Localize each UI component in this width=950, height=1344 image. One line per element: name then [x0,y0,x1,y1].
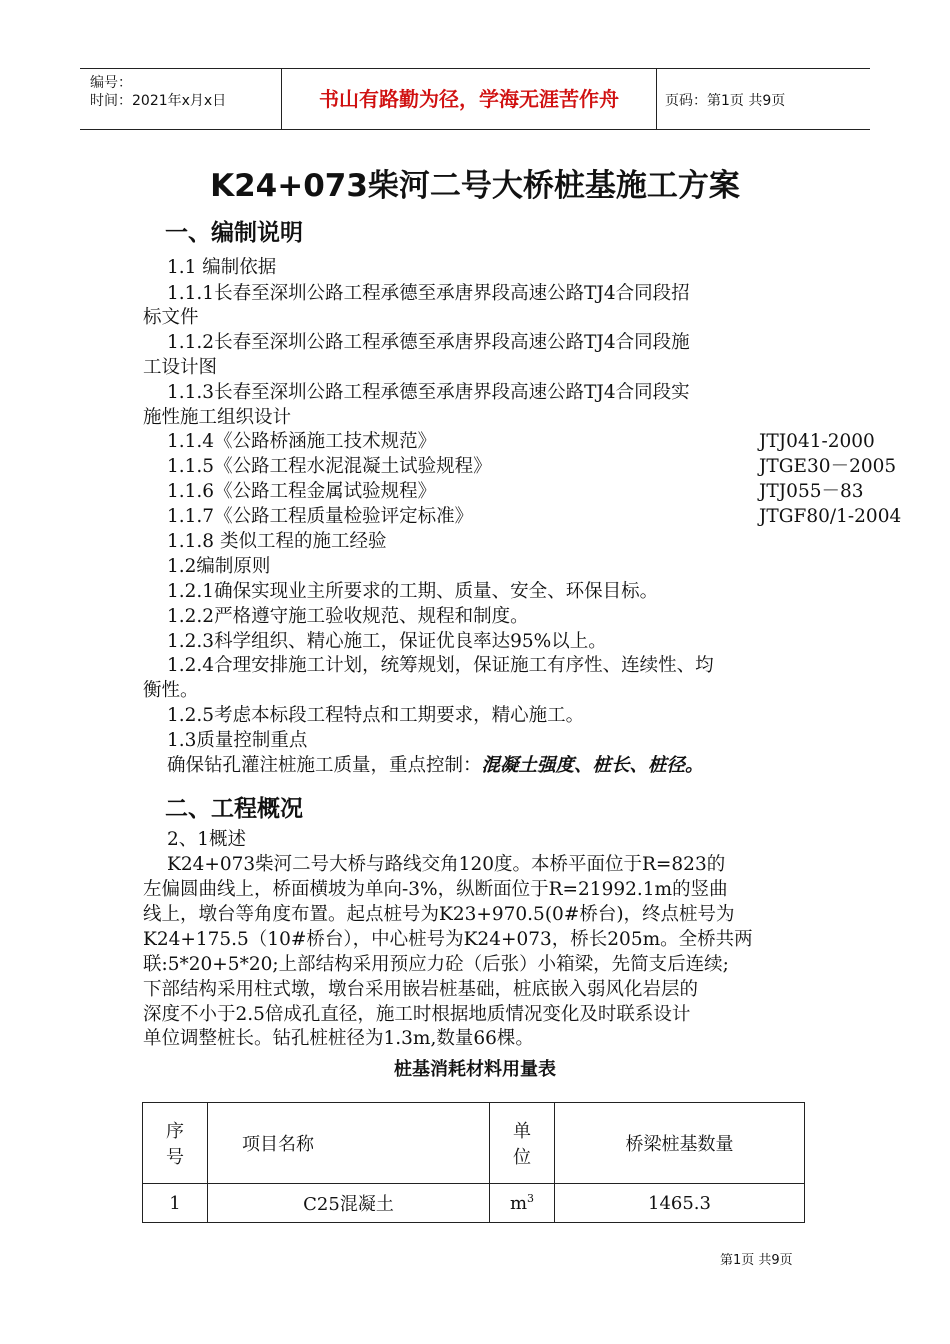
quality-control-emphasis: 混凝土强度、桩长、桩径。 [481,755,704,776]
item-1-2-4: 1.2.4合理安排施工计划，统筹规划，保证施工有序性、连续性、均 [167,655,714,676]
cell-unit-sup: 3 [527,1192,535,1205]
overview-line: 左偏圆曲线上，桥面横坡为单向-3%，纵断面位于R=21992.1m的竖曲 [143,879,728,900]
item-1-1-2: 1.1.2长春至深圳公路工程承德至承唐界段高速公路TJ4合同段施 [167,332,690,353]
table-row [143,1184,805,1223]
reference-code: JTJ055－83 [759,481,864,502]
overview-line: 线上，墩台等角度布置。起点桩号为K23+970.5(0#桥台)，终点桩号为 [143,904,735,925]
header-seq-line-2: 号 [166,1147,184,1168]
header-meta [80,69,280,129]
subsection-2-1: 2、1概述 [167,829,247,850]
item-1-2-2: 1.2.2严格遵守施工验收规范、规程和制度。 [167,606,529,627]
header-unit [490,1103,555,1184]
quality-control-text: 确保钻孔灌注桩施工质量，重点控制： [167,755,482,776]
overview-line: K24+073柴河二号大桥与路线交角120度。本桥平面位于R=823的 [167,854,726,875]
item-1-2-3: 1.2.3科学组织、精心施工，保证优良率达95%以上。 [167,631,607,652]
section-heading-2: 二、工程概况 [165,796,303,822]
reference-code: JTJ041-2000 [759,431,875,452]
header-seq-line-1: 序 [166,1121,184,1142]
header-name: 项目名称 [208,1103,490,1184]
reference-item [167,480,864,504]
cell-unit-base: m [509,1193,528,1214]
reference-item [167,430,875,454]
reference-code: JTGF80/1-2004 [759,506,902,527]
subsection-1-1: 1.1 编制依据 [167,257,277,278]
reference-name: 1.1.6《公路工程金属试验规程》 [167,481,437,502]
item-1-2-5: 1.2.5考虑本标段工程特点和工期要求，精心施工。 [167,705,585,726]
header-motto: 书山有路勤为径，学海无涯苦作舟 [281,69,657,129]
table-header-row [143,1103,805,1184]
reference-name: 1.1.7《公路工程质量检验评定标准》 [167,506,474,527]
item-1-1-3-cont: 施性施工组织设计 [143,407,292,428]
overview-line: 联:5*20+5*20;上部结构采用预应力砼（后张）小箱梁，先简支后连续; [143,954,729,975]
subsection-1-2: 1.2编制原则 [167,556,271,577]
page-header [80,68,870,130]
overview-line: 深度不小于2.5倍成孔直径，施工时根据地质情况变化及时联系设计 [143,1004,691,1025]
material-table [142,1102,805,1223]
reference-name: 1.1.5《公路工程水泥混凝土试验规程》 [167,456,492,477]
item-1-2-1: 1.2.1确保实现业主所要求的工期、质量、安全、环保目标。 [167,581,659,602]
reference-code: JTGE30－2005 [759,456,897,477]
header-unit-line-2: 位 [513,1147,531,1168]
cell-name: C25混凝土 [208,1184,490,1223]
reference-name: 1.1.4《公路桥涵施工技术规范》 [167,431,437,452]
reference-item [167,455,897,479]
header-unit-line-1: 单 [513,1121,531,1142]
item-1-1-1: 1.1.1长春至深圳公路工程承德至承唐界段高速公路TJ4合同段招 [167,283,690,304]
cell-unit [490,1184,555,1223]
cell-seq: 1 [143,1184,208,1223]
serial-label: 编号： [90,75,132,91]
header-page-info: 页码：第1页 共9页 [665,93,786,109]
item-1-1-3: 1.1.3长春至深圳公路工程承德至承唐界段高速公路TJ4合同段实 [167,382,690,403]
section-heading-1: 一、编制说明 [165,220,303,246]
quality-control-line [167,754,704,778]
item-1-1-8: 1.1.8 类似工程的施工经验 [167,531,387,552]
item-1-1-1-cont: 标文件 [143,307,199,328]
cell-qty: 1465.3 [555,1184,805,1223]
header-seq [143,1103,208,1184]
document-title: K24+073柴河二号大桥桩基施工方案 [210,168,740,204]
overview-line: 单位调整桩长。钻孔桩桩径为1.3m,数量66棵。 [143,1028,534,1049]
header-qty: 桥梁桩基数量 [555,1103,805,1184]
reference-item [167,505,902,529]
overview-line: 下部结构采用柱式墩，墩台采用嵌岩桩基础，桩底嵌入弱风化岩层的 [143,979,699,1000]
overview-line: K24+175.5（10#桥台），中心桩号为K24+073，桥长205m。全桥共两 [143,929,753,950]
page-footer: 第1页 共9页 [720,1253,793,1268]
item-1-2-4-cont: 衡性。 [143,680,199,701]
table-caption: 桩基消耗材料用量表 [394,1059,556,1080]
item-1-1-2-cont: 工设计图 [143,357,218,378]
subsection-1-3: 1.3质量控制重点 [167,730,308,751]
time-label: 时间：2021年x月x日 [90,93,227,109]
